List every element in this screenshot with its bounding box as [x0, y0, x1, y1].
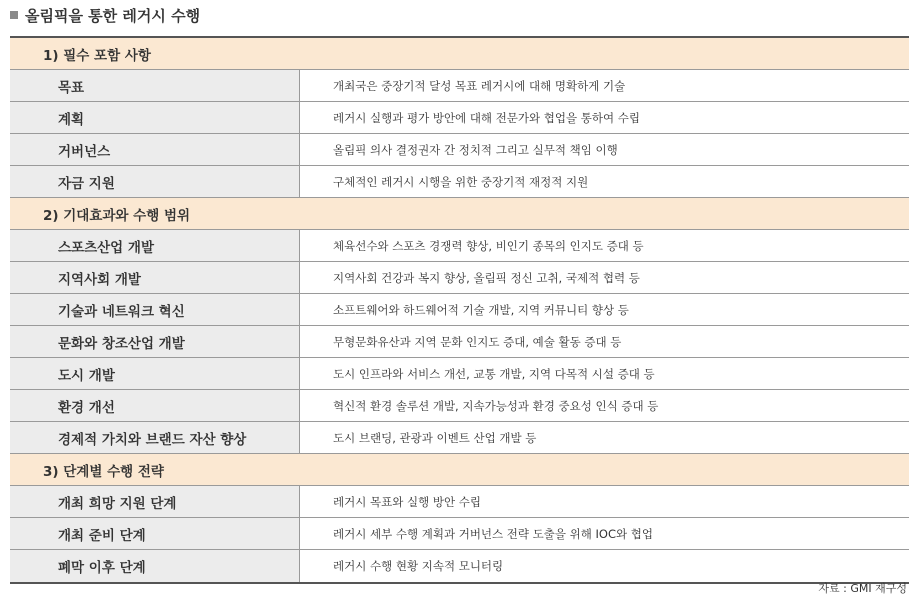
row-description: 도시 인프라와 서비스 개선, 교통 개발, 지역 다목적 시설 증대 등 — [333, 366, 655, 381]
row-description: 레거시 수행 현황 지속적 모니터링 — [333, 559, 504, 573]
row-description: 지역사회 건강과 복지 향상, 올림픽 정신 고취, 국제적 협력 등 — [333, 270, 640, 285]
table-row — [10, 134, 909, 166]
row-description: 혁신적 환경 솔루션 개발, 지속가능성과 환경 중요성 인식 증대 등 — [333, 398, 659, 413]
table-row — [10, 166, 909, 198]
row-description: 레거시 실행과 평가 방안에 대해 전문가와 협업을 통하여 수립 — [333, 110, 640, 125]
table-row — [10, 70, 909, 102]
table-row — [10, 294, 909, 326]
table-row — [10, 102, 909, 134]
section-heading: 2) 기대효과와 수행 범위 — [10, 198, 909, 230]
row-label: 자금 지원 — [10, 166, 300, 197]
row-label: 계획 — [10, 102, 300, 133]
table-row — [10, 230, 909, 262]
row-description: 무형문화유산과 지역 문화 인지도 증대, 예술 활동 증대 등 — [333, 334, 622, 349]
table-row — [10, 518, 909, 550]
section-heading: 3) 단계별 수행 전략 — [10, 454, 909, 486]
row-description: 레거시 세부 수행 계획과 거버넌스 전략 도출을 위해 IOC와 협업 — [333, 526, 653, 541]
table-row — [10, 390, 909, 422]
row-description: 올림픽 의사 결정권자 간 정치적 그리고 실무적 책임 이행 — [333, 142, 618, 157]
row-label: 폐막 이후 단계 — [10, 550, 300, 582]
table-row — [10, 422, 909, 454]
row-description: 개최국은 중장기적 달성 목표 레거시에 대해 명확하게 기술 — [333, 78, 626, 93]
row-label: 스포츠산업 개발 — [10, 230, 300, 261]
row-label: 지역사회 개발 — [10, 262, 300, 293]
table-row — [10, 262, 909, 294]
row-description: 체육선수와 스포츠 경쟁력 향상, 비인기 종목의 인지도 증대 등 — [333, 238, 644, 253]
table-row — [10, 550, 909, 582]
bullet-square-icon — [10, 11, 18, 19]
row-description: 도시 브랜딩, 관광과 이벤트 산업 개발 등 — [333, 430, 537, 445]
page-title-text: 올림픽을 통한 레거시 수행 — [25, 6, 201, 25]
page-title — [10, 4, 200, 26]
section-heading: 1) 필수 포함 사항 — [10, 38, 909, 70]
legacy-table — [10, 36, 909, 584]
source-note: 자료 : GMI 재구성 — [818, 582, 907, 595]
table-row — [10, 486, 909, 518]
table-row — [10, 358, 909, 390]
table-row — [10, 326, 909, 358]
row-label: 개최 희망 지원 단계 — [10, 486, 300, 517]
row-label: 개최 준비 단계 — [10, 518, 300, 549]
row-description: 레거시 목표와 실행 방안 수립 — [333, 494, 481, 509]
row-label: 거버넌스 — [10, 134, 300, 165]
row-description: 구체적인 레거시 시행을 위한 중장기적 재정적 지원 — [333, 174, 589, 189]
row-description: 소프트웨어와 하드웨어적 기술 개발, 지역 커뮤니티 향상 등 — [333, 302, 629, 317]
row-label: 환경 개선 — [10, 390, 300, 421]
row-label: 경제적 가치와 브랜드 자산 향상 — [10, 422, 300, 453]
row-label: 문화와 창조산업 개발 — [10, 326, 300, 357]
row-label: 도시 개발 — [10, 358, 300, 389]
row-label: 기술과 네트워크 혁신 — [10, 294, 300, 325]
row-label: 목표 — [10, 70, 300, 101]
